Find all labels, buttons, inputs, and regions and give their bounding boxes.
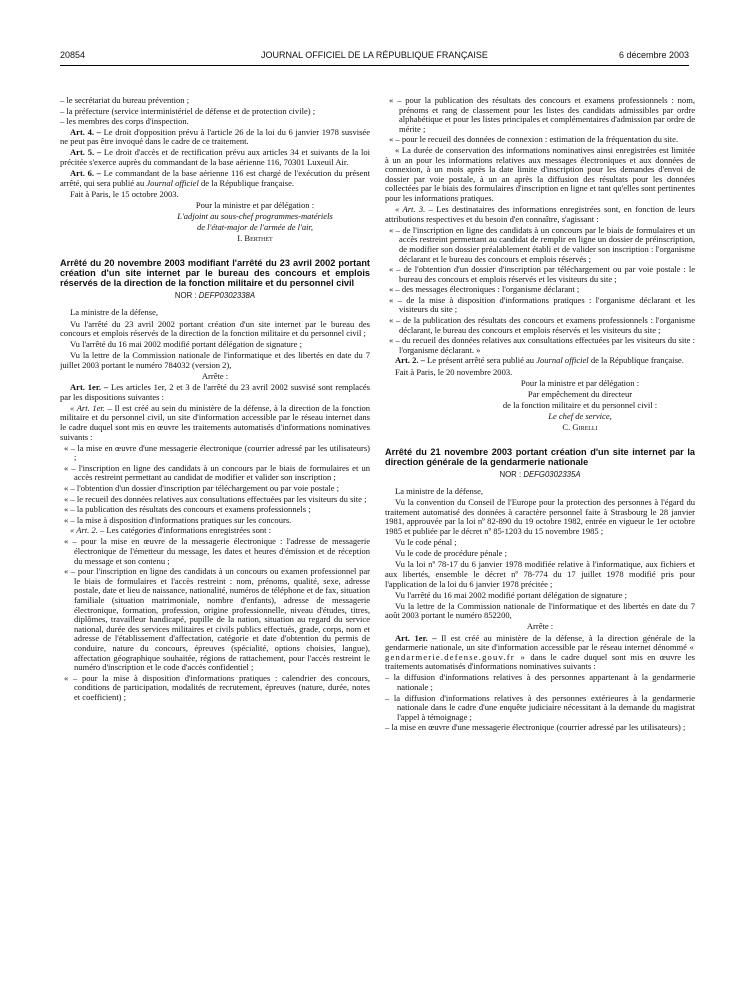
visa: Vu l'arrêté du 16 mai 2002 modifié portant délégation de signature ;: [70, 339, 302, 350]
signature-line: L'adjoint au sous-chef programmes-matériels: [177, 211, 333, 222]
decrees-heading: Arrête :: [526, 621, 554, 632]
issue-date: 6 décembre 2003: [618, 50, 689, 60]
list-item: « – l'inscription en ligne des candidats à un concours par le biais de formulaires et un accès restreint permettant au candidat de modifier et valider son inscription ;: [64, 462, 370, 483]
visa: Vu la convention du Conseil de l'Europe pour la protection des personnes à l'égard du traitement automatisé des données à caractère personnel faite à Strasbourg le 28 janvier 1981, approuvée par la loi nº 82-890 du 19 octobre 1982, entrée en vigueur le 1er octobre 1985 et publiée par le décret nº 85-1203 du 15 novembre 1985 ;: [385, 497, 695, 537]
signature-line: Le chef de service,: [548, 410, 612, 421]
list-item: « – pour la publication des résultats des concours et examens professionnels : nom, prénoms et rang de classement pour les listes des candidats admissibles par ordre alphabétique et pour les listes principales et complémentaires d'admission par ordre de mérite ;: [389, 96, 695, 134]
visa: Vu la loi nº 78-17 du 6 janvier 1978 modifiée relative à l'informatique, aux fichiers et aux libertés, ensemble le décret nº 78-774 du 17 juillet 1978 modifié pris pour l'application de la loi du 6 janvier 1978 précitée ;: [385, 559, 695, 589]
decrees-heading: Arrête :: [201, 370, 229, 381]
visa: Vu le code de procédure pénale ;: [395, 548, 507, 559]
list-item: « – pour le recueil des données de connexion : estimation de la fréquentation du site.: [389, 134, 679, 145]
list-item: « – de la publication des résultats des concours et examens professionnels : l'organisme déclarant, le bureau des concours et emplois réservés et les visiteurs du site ;: [389, 315, 695, 335]
signature-line: Pour la ministre et par délégation :: [195, 199, 315, 210]
signature-line: Par empêchement du directeur: [527, 388, 633, 399]
list-item: « – la publication des résultats des concours et examens professionnels ;: [64, 504, 311, 515]
done-at: Fait à Paris, le 15 octobre 2003.: [70, 188, 179, 199]
list-item: « – de l'obtention d'un dossier d'inscription par téléchargement ou par voie postale : le bureau des concours et emplois réservés et les visiteurs du site ;: [389, 264, 695, 284]
visa: Vu la lettre de la Commission nationale de l'informatique et des libertés en date du 7 août 2003 portant le numéro 852200,: [385, 600, 695, 621]
article-4: Art. 4. – Le droit d'opposition prévu à l'article 26 de la loi du 6 janvier 1978 susvisée ne peut pas être invoqué dans le cadre de ce traitement.: [60, 126, 370, 147]
preamble: La ministre de la défense,: [70, 307, 159, 318]
list-item: « – pour la mise en œuvre de la messagerie électronique : l'adresse de messagerie électronique de l'émetteur du message, les dates et heures d'émission et de réception du message et son contenu ;: [64, 536, 370, 566]
signatory-name: I. Berthet: [237, 233, 273, 244]
list-item: « – pour la mise à disposition d'informations pratiques : calendrier des concours, conditions de participation, modalités de recrutement, épreuves (nature, durée, notes et coefficient) ;: [64, 672, 370, 702]
preamble: La ministre de la défense,: [395, 486, 484, 497]
visa: Vu l'arrêté du 23 avril 2002 portant création d'un site internet par le bureau des concours et emplois réservés de la direction de la fonction militaire et du personnel civil ;: [60, 318, 370, 339]
article-2: Art. 2. – Le présent arrêté sera publié au Journal officiel de la République française.: [395, 355, 684, 366]
visa: Vu la lettre de la Commission nationale de l'informatique et des libertés en date du 7 juillet 2003 portant le numéro 784032 (version 2),: [60, 350, 370, 370]
list-item: « – la mise à disposition d'informations pratiques sur les concours.: [64, 514, 292, 525]
visa: Vu l'arrêté du 16 mai 2002 modifié portant délégation de signature ;: [395, 589, 627, 600]
list-item: « – pour l'inscription en ligne des candidats à un concours ou examen professionnel par le biais de formulaires et l'accès restreint : nom, prénoms, qualité, sexe, adresse postale, date et lieu de naissance, nationalité, numéros de téléphone et de fax, situation familiale (situation matrimoniale, nombre d'enfants), adresse de messagerie électronique, formation, profession, origine professionnelle, niveau d'études, titres, diplômes, travailleur handicapé, pupille de la nation, situation au regard du service national, durée des services militaires et civils publics effectués, grade, corps, nom et adresse de l'établissement d'affectation, catégorie et date d'obtention du permis de conduire, nature du concours, épreuves (spécialité, options choisies, langue), affectation géographique souhaitée, régions de rattachement, pour l'accès restreint le numéro d'inscription et le code d'accès confidentiel ;: [64, 566, 370, 673]
page-number: 20854: [60, 50, 86, 60]
list-item: – la diffusion d'informations relatives à des personnes appartenant à la gendarmerie nationale ;: [385, 672, 695, 692]
left-column: [60, 96, 370, 981]
journal-title: JOURNAL OFFICIEL DE LA RÉPUBLIQUE FRANÇAISE: [261, 50, 488, 60]
signature-line: de la fonction militaire et du personnel civil :: [502, 399, 658, 410]
signature-line: Pour la ministre et par délégation :: [520, 377, 640, 388]
done-at: Fait à Paris, le 20 novembre 2003.: [395, 366, 513, 377]
decree-title: Arrêté du 21 novembre 2003 portant création d'un site internet par la direction générale de la gendarmerie nationale: [385, 446, 695, 467]
list-item: « – l'obtention d'un dossier d'inscription par téléchargement ou par voie postale ;: [64, 483, 340, 493]
list-item: « – le recueil des données relatives aux consultations effectuées par les visiteurs du site ;: [64, 493, 367, 504]
article-6: Art. 6. – Le commandant de la base aérienne 116 est chargé de l'exécution du présent arrêté, qui sera publié au Journal officiel de la République française.: [60, 168, 370, 188]
quoted-article-2: « Art. 2. – Les catégories d'informations enregistrées sont :: [70, 525, 272, 536]
decree-title: Arrêté du 20 novembre 2003 modifiant l'arrêté du 23 avril 2002 portant création d'un site internet par le bureau des concours et emplois réservés de la direction de la fonction militaire et du personnel civil: [60, 257, 370, 288]
list-item: – la diffusion d'informations relatives à des personnes extérieures à la gendarmerie nationale dans le cadre d'une enquête judiciaire nécessitant à la demande du magistrat l'appel à témoignage ;: [385, 692, 695, 722]
list-item: « – du recueil des données relatives aux consultations effectuées par les visiteurs du site : l'organisme déclarant. »: [389, 335, 695, 355]
quoted-article-1: « Art. 1er. – Il est créé au sein du ministère de la défense, à la direction de la fonction militaire et du personnel civil, un site d'information accessible par le réseau internet dans le cadre duquel sont mis en œuvre les traitements automatisés d'informations nominatives suivants :: [60, 402, 370, 442]
paragraph: « La durée de conservation des informations nominatives ainsi enregistrées est limitée à un an pour les informations relatives aux messages électroniques et aux données de connexion, à un mois après la date limite d'inscription pour les demandes d'envoi de dossier par voie postale, à un an après la diffusion des résultats pour les données collectées par le biais des formulaires d'inscription en ligne et tant qu'elles sont pertinentes pour les informations pratiques.: [385, 144, 695, 203]
list-item: – la préfecture (service interministériel de défense et de protection civile) ;: [60, 105, 316, 116]
right-column: [385, 96, 695, 981]
nor-reference: NOR : DEFG0302335A: [499, 469, 581, 479]
visa: Vu le code pénal ;: [395, 537, 457, 548]
list-item: – les membres des corps d'inspection.: [60, 116, 189, 127]
page-header: [60, 50, 689, 64]
signatory-name: C. Girelli: [562, 422, 598, 432]
list-item: – la mise en œuvre d'une messagerie électronique (courrier adressé par les utilisateurs) ;: [385, 722, 686, 733]
list-item: « – de la mise à disposition d'informations pratiques : l'organisme déclarant et les visiteurs du site ;: [389, 294, 695, 315]
list-item: « – de l'inscription en ligne des candidats à un concours par le biais de formulaires et un accès restreint permettant au candidat de remplir en ligne un dossier de préinscription, de modifier son dossier préalablement établi et de valider son inscription : l'organisme déclarant et le bureau des concours et emplois réservés ;: [389, 224, 695, 264]
nor-reference: NOR : DEFP0302338A: [174, 290, 256, 300]
list-item: « – des messages électroniques : l'organisme déclarant ;: [389, 284, 580, 295]
article-1: Art. 1er. – Il est créé au ministère de la défense, à la direction générale de la gendarmerie nationale, un site d'information accessible par le réseau internet dénommé « gendarmerie.defense.gouv.fr » dans le cadre duquel sont mis en œuvre les traitements automatisés d'informations nominatives suivants :: [385, 632, 695, 672]
list-item: « – la mise en œuvre d'une messagerie électronique (courrier adressé par les utilisateurs) ;: [64, 442, 370, 463]
signature-line: de l'état-major de l'armée de l'air,: [196, 222, 314, 233]
article-1: Art. 1er. – Les articles 1er, 2 et 3 de l'arrêté du 23 avril 2002 susvisé sont remplacés par les dispositions suivantes :: [60, 382, 370, 402]
list-item: – le secrétariat du bureau prévention ;: [60, 96, 190, 105]
quoted-article-3: « Art. 3. – Les destinataires des informations enregistrées sont, en fonction de leurs attributions respectives et du besoin d'en connaître, s'agissant :: [385, 204, 695, 224]
header-rule: [60, 65, 689, 66]
article-5: Art. 5. – Le droit d'accès et de rectification prévu aux articles 34 et suivants de la loi précitée s'exerce auprès du commandant de la base aérienne 116, 70301 Luxeuil Air.: [60, 147, 370, 168]
